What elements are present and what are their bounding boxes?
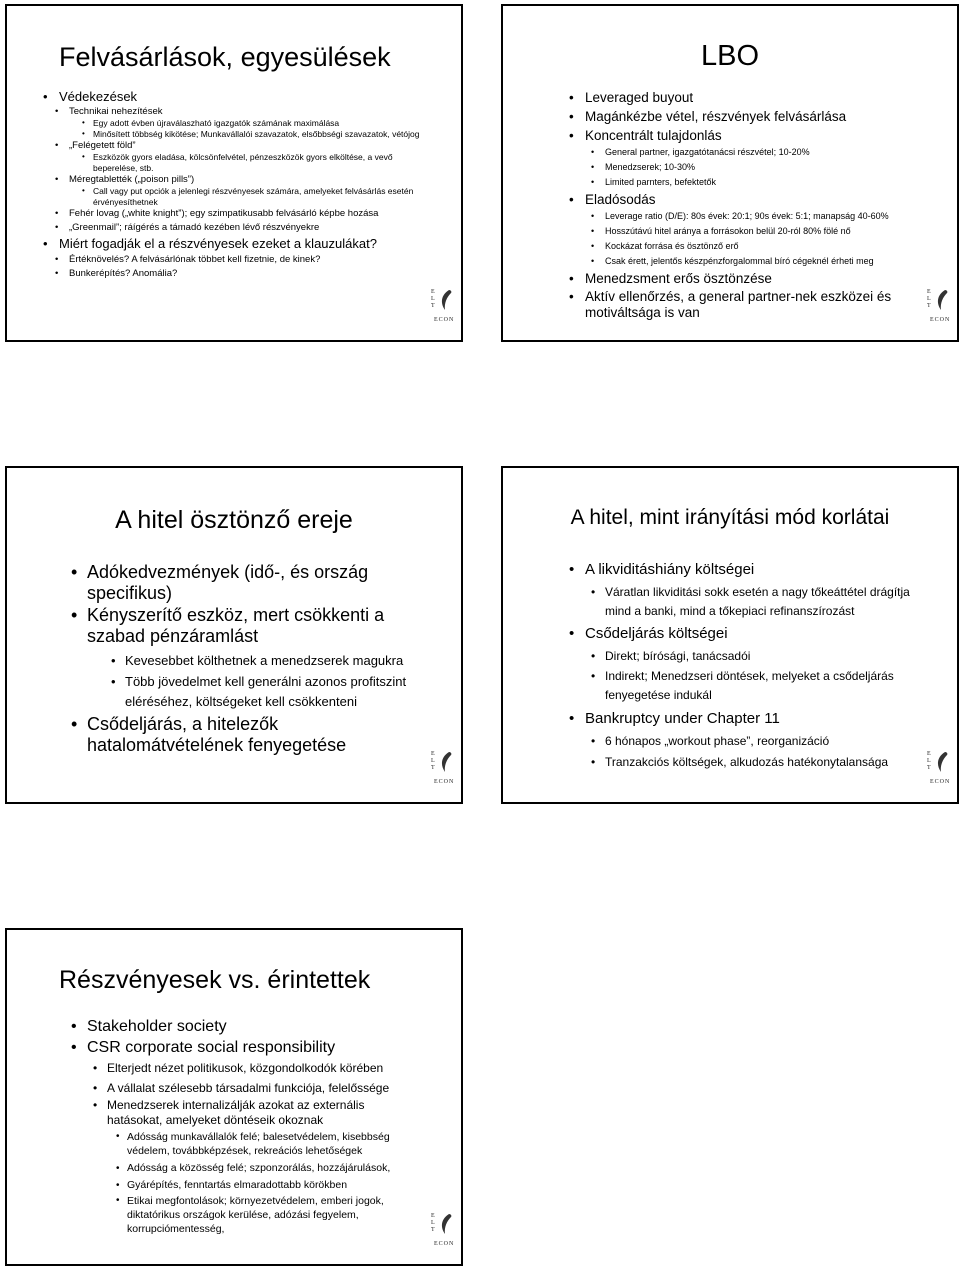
list-item: • Hosszútávú hitel aránya a forrásokon belül 20-ról 80% fölé nő — [605, 224, 955, 239]
slide-title: A hitel ösztönző ereje — [115, 506, 353, 534]
list-item: • Koncentrált tulajdonlás — [585, 126, 955, 145]
leaf-icon — [439, 289, 453, 311]
list-item: • Kényszerítő eszköz, mert csökkenti a szabad pénzáramlást — [87, 605, 437, 647]
leaf-icon — [439, 1213, 453, 1235]
list-item: • Gyárépítés, fenntartás elmaradottabb körökben — [127, 1177, 437, 1194]
list-item: • A vállalat szélesebb társadalmi funkciója, felelőssége — [107, 1078, 437, 1098]
list-item: • Védekezések — [59, 88, 444, 105]
leaf-icon — [935, 289, 949, 311]
slide-title: A hitel, mint irányítási mód korlátai — [570, 506, 890, 529]
list-item: • Miért fogadják el a részvényesek ezeket a klauzulákat? — [59, 235, 444, 253]
list-item: • Bunkerépítés? Anomália? — [69, 267, 444, 281]
list-item: • Call vagy put opciók a jelenlegi részvényesek számára, amelyeket felvásárlás esetén érvényesíthetnek — [93, 186, 433, 207]
eltecon-logo: E L T ECON — [927, 751, 951, 785]
bullet-list — [87, 1016, 437, 1236]
list-item: • Stakeholder society — [87, 1016, 437, 1037]
slide-title: LBO — [700, 40, 760, 72]
list-item: • „Greenmail”; ráígérés a támadó kezében lévő részvényekre — [69, 221, 444, 235]
list-item: • Direkt; bírósági, tanácsadói — [605, 646, 925, 667]
eltecon-logo: E L T ECON — [927, 289, 951, 323]
list-item: • Egy adott évben újraválaszható igazgatók számának maximálása — [93, 118, 444, 129]
list-item: • Adósság a közösség felé; szponzorálás, hozzájárulások, — [127, 1160, 437, 1177]
list-item: • Tranzakciós költségek, alkudozás hatékonytalansága — [605, 752, 925, 773]
slide-stakeholders — [5, 928, 463, 1266]
list-item: • Technikai nehezítések — [69, 105, 444, 118]
list-item: • Csődeljárás, a hitelezők hatalomátvételének fenyegetése — [87, 714, 407, 756]
list-item: • Menedzserek; 10-30% — [605, 160, 955, 175]
bullet-list — [585, 560, 925, 773]
list-item: • A likviditáshiány költségei — [585, 560, 925, 580]
list-item: • Eszközök gyors eladása, kölcsönfelvétel, pénzeszközök gyors elköltése, a vevő beperelése, stb. — [93, 152, 413, 173]
list-item: • Több jövedelmet kell generálni azonos profitszint eléréséhez, költségeket kell csökkenteni — [125, 672, 435, 712]
slide-lbo — [501, 4, 959, 342]
list-item: • „Felégetett föld” — [69, 139, 444, 152]
bullet-list — [59, 88, 444, 281]
list-item: • Bankruptcy under Chapter 11 — [585, 708, 925, 729]
leaf-icon — [935, 751, 949, 773]
list-item: • Minősített többség kikötése; Munkavállalói szavazatok, elsőbbségi szavazatok, vétójog — [93, 129, 444, 140]
list-item: • Menedzsment erős ösztönzése — [585, 269, 955, 289]
leaf-icon — [439, 751, 453, 773]
list-item: • Aktív ellenőrzés, a general partner-nek eszközei és motiváltsága is van — [585, 289, 915, 321]
list-item: • Menedzserek internalizálják azokat az externális hatásokat, amelyeket döntéseik okoznak — [107, 1098, 407, 1128]
list-item: • Méregtablették („poison pills”) — [69, 173, 444, 186]
slide-title: Részvényesek vs. érintettek — [59, 966, 371, 994]
list-item: • Etikai megfontolások; környezetvédelem, emberi jogok, diktatórikus országok kerülése, adózási fegyelem, korrupciómentesség, — [127, 1194, 392, 1236]
list-item: • Kockázat forrása és ösztönző erő — [605, 239, 955, 254]
list-item: • 6 hónapos „workout phase”, reorganizáció — [605, 731, 925, 752]
eltecon-logo: E L T ECON — [431, 289, 455, 323]
list-item: • Adókedvezmények (idő-, és ország specifikus) — [87, 562, 437, 604]
slide-title: Felvásárlások, egyesülések — [59, 42, 391, 72]
list-item: • Indirekt; Menedzseri döntések, melyeket a csődeljárás fenyegetése indukál — [605, 667, 915, 705]
list-item: • Adósság munkavállalók felé; balesetvédelem, kisebbség védelem, továbbképzések, rekreációs lehetőségek — [127, 1130, 407, 1158]
slide-takeovers — [5, 4, 463, 342]
list-item: • Váratlan likviditási sokk esetén a nagy tőkeáttétel drágítja mind a banki, mind a tőkepiaci refinanszírozást — [605, 583, 915, 621]
list-item: • Eladósodás — [585, 190, 955, 209]
list-item: • Kevesebbet költhetnek a menedzserek magukra — [125, 650, 437, 672]
list-item: • Értéknövelés? A felvásárlónak többet kell fizetnie, de kinek? — [69, 253, 444, 267]
eltecon-logo: E L T ECON — [431, 751, 455, 785]
list-item: • Leverage ratio (D/E): 80s évek: 20:1; 90s évek: 5:1; manapság 40-60% — [605, 209, 955, 224]
list-item: • General partner, igazgatótanácsi részvétel; 10-20% — [605, 145, 955, 160]
list-item: • Magánkézbe vétel, részvények felvásárlása — [585, 107, 955, 126]
list-item: • Leveraged buyout — [585, 88, 955, 107]
list-item: • Csődeljárás költségei — [585, 623, 925, 644]
slide-debt-incentive — [5, 466, 463, 804]
list-item: • Limited parnters, befektetők — [605, 175, 955, 190]
list-item: • CSR corporate social responsibility — [87, 1037, 437, 1058]
slide-debt-limits — [501, 466, 959, 804]
eltecon-logo: E L T ECON — [431, 1213, 455, 1247]
bullet-list — [585, 88, 955, 321]
list-item: • Fehér lovag („white knight”); egy szimpatikusabb felvásárló képbe hozása — [69, 207, 444, 221]
list-item: • Csak érett, jelentős készpénzforgalommal bíró cégeknél érheti meg — [605, 254, 955, 269]
bullet-list — [87, 562, 437, 756]
list-item: • Elterjedt nézet politikusok, közgondolkodók körében — [107, 1058, 437, 1078]
